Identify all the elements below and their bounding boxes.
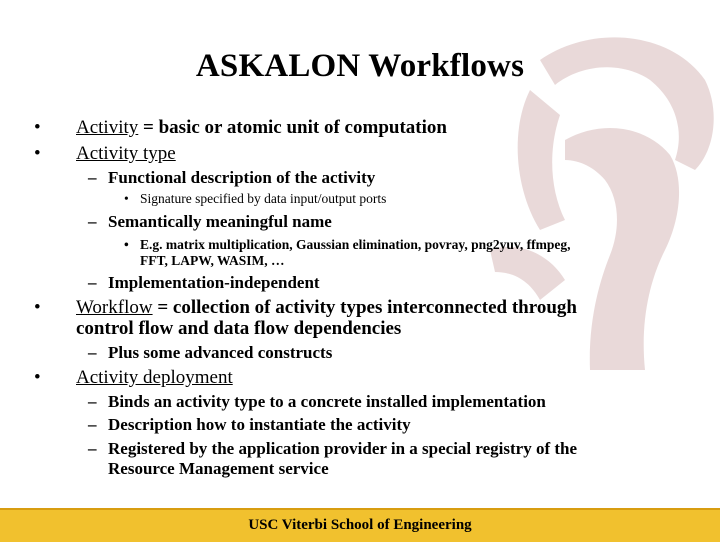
sub-semantic-name: Semantically meaningful name [108, 212, 332, 231]
workflow-term: Workflow [76, 297, 153, 318]
bullet-activity [76, 117, 447, 139]
sub-signature-ports: Signature specified by data input/output ports [140, 191, 387, 206]
bullet-activity-type [76, 143, 176, 165]
sub-functional-description: Functional description of the activity [108, 168, 376, 187]
slide-title: ASKALON Workflows [195, 48, 525, 84]
dash-marker: – [88, 392, 97, 411]
dash-marker: – [88, 343, 97, 362]
dot-marker: • [124, 191, 129, 206]
footer-school-name: USC Viterbi School of Engineering [248, 517, 472, 533]
sub-registered-line1: Registered by the application provider in a special registry of the [108, 439, 578, 458]
bullet-marker: • [34, 143, 41, 164]
bullet-marker: • [34, 297, 41, 318]
dash-marker: – [88, 212, 97, 231]
sub-examples-line1: E.g. matrix multiplication, Gaussian elimination, povray, png2yuv, ffmpeg, [140, 237, 571, 252]
activity-type-term: Activity type [76, 143, 176, 164]
dash-marker: – [88, 168, 97, 187]
sub-binds-activity-type: Binds an activity type to a concrete installed implementation [108, 392, 546, 411]
dash-marker: – [88, 415, 97, 434]
sub-implementation-independent: Implementation-independent [108, 273, 320, 292]
activity-definition: = basic or atomic unit of computation [138, 117, 447, 138]
dash-marker: – [88, 273, 97, 292]
bullet-marker: • [34, 117, 41, 138]
workflow-definition: = collection of activity types interconnected through [152, 297, 577, 318]
dot-marker: • [124, 237, 129, 252]
activity-deployment-term: Activity deployment [76, 367, 233, 388]
bullet-workflow [76, 297, 577, 319]
workflow-definition-line2: control flow and data flow dependencies [76, 318, 402, 339]
sub-advanced-constructs: Plus some advanced constructs [108, 343, 333, 362]
bullet-activity-deployment [76, 367, 233, 389]
activity-term: Activity [76, 117, 139, 138]
sub-examples-line2: FFT, LAPW, WASIM, … [140, 253, 285, 268]
sub-instantiate-description: Description how to instantiate the activity [108, 415, 411, 434]
dash-marker: – [88, 439, 97, 458]
sub-registered-line2: Resource Management service [108, 459, 329, 478]
footer-bar [0, 508, 720, 542]
bullet-marker: • [34, 367, 41, 388]
